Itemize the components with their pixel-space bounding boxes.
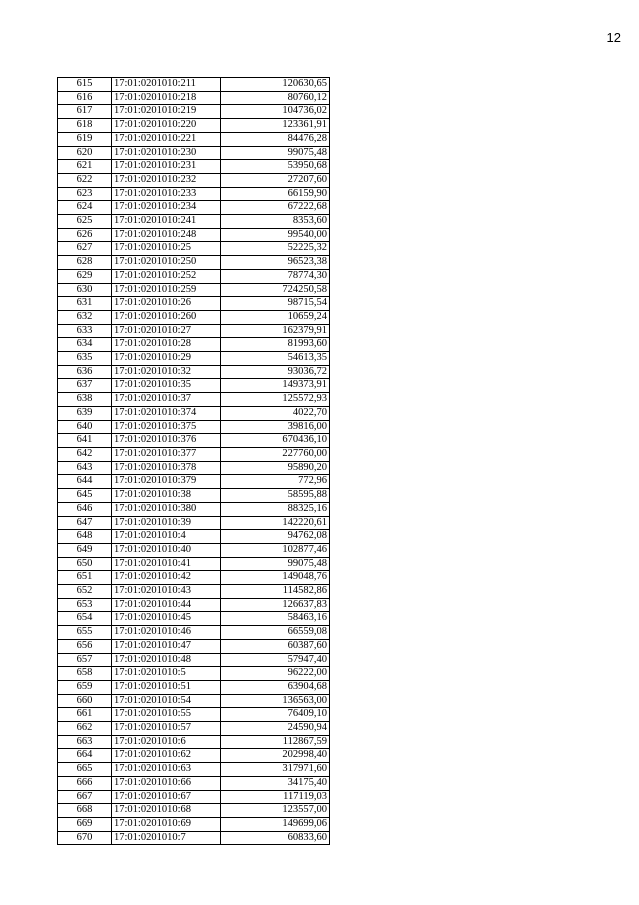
- value-cell: 60387,60: [221, 639, 330, 653]
- value-cell: 149699,06: [221, 817, 330, 831]
- row-number-cell: 633: [58, 324, 112, 338]
- row-number-cell: 660: [58, 694, 112, 708]
- row-number-cell: 640: [58, 420, 112, 434]
- cadastral-number-cell: 17:01:0201010:234: [112, 201, 221, 215]
- value-cell: 53950,68: [221, 160, 330, 174]
- table-row: [58, 173, 330, 187]
- row-number-cell: 661: [58, 708, 112, 722]
- cadastral-number-cell: 17:01:0201010:241: [112, 215, 221, 229]
- value-cell: 202998,40: [221, 749, 330, 763]
- row-number-cell: 638: [58, 393, 112, 407]
- table-row: [58, 379, 330, 393]
- table-row: [58, 160, 330, 174]
- row-number-cell: 651: [58, 571, 112, 585]
- cadastral-number-cell: 17:01:0201010:54: [112, 694, 221, 708]
- value-cell: 114582,86: [221, 585, 330, 599]
- table-row: [58, 420, 330, 434]
- cadastral-number-cell: 17:01:0201010:375: [112, 420, 221, 434]
- table-row: [58, 242, 330, 256]
- table-row: [58, 585, 330, 599]
- table-row: [58, 132, 330, 146]
- cadastral-number-cell: 17:01:0201010:260: [112, 310, 221, 324]
- row-number-cell: 621: [58, 160, 112, 174]
- cadastral-number-cell: 17:01:0201010:38: [112, 489, 221, 503]
- value-cell: 4022,70: [221, 406, 330, 420]
- value-cell: 98715,54: [221, 297, 330, 311]
- cadastral-number-cell: 17:01:0201010:221: [112, 132, 221, 146]
- cadastral-number-cell: 17:01:0201010:376: [112, 434, 221, 448]
- value-cell: 63904,68: [221, 680, 330, 694]
- cadastral-number-cell: 17:01:0201010:219: [112, 105, 221, 119]
- table-row: [58, 722, 330, 736]
- row-number-cell: 647: [58, 516, 112, 530]
- value-cell: 99540,00: [221, 228, 330, 242]
- table-row: [58, 283, 330, 297]
- table-row: [58, 749, 330, 763]
- row-number-cell: 645: [58, 489, 112, 503]
- row-number-cell: 649: [58, 543, 112, 557]
- value-cell: 66559,08: [221, 626, 330, 640]
- table-row: [58, 310, 330, 324]
- table-row: [58, 215, 330, 229]
- cadastral-number-cell: 17:01:0201010:377: [112, 447, 221, 461]
- cadastral-number-cell: 17:01:0201010:230: [112, 146, 221, 160]
- table-row: [58, 228, 330, 242]
- value-cell: 142220,61: [221, 516, 330, 530]
- row-number-cell: 658: [58, 667, 112, 681]
- row-number-cell: 659: [58, 680, 112, 694]
- table-row: [58, 612, 330, 626]
- table-row: [58, 530, 330, 544]
- value-cell: 57947,40: [221, 653, 330, 667]
- row-number-cell: 650: [58, 557, 112, 571]
- value-cell: 99075,48: [221, 146, 330, 160]
- table-row: [58, 667, 330, 681]
- value-cell: 120630,65: [221, 78, 330, 92]
- value-cell: 60833,60: [221, 831, 330, 845]
- value-cell: 117119,03: [221, 790, 330, 804]
- table-body: [58, 78, 330, 845]
- value-cell: 104736,02: [221, 105, 330, 119]
- value-cell: 227760,00: [221, 447, 330, 461]
- row-number-cell: 627: [58, 242, 112, 256]
- table-row: [58, 735, 330, 749]
- value-cell: 80760,12: [221, 91, 330, 105]
- row-number-cell: 668: [58, 804, 112, 818]
- cadastral-number-cell: 17:01:0201010:218: [112, 91, 221, 105]
- row-number-cell: 652: [58, 585, 112, 599]
- table-row: [58, 447, 330, 461]
- cadastral-number-cell: 17:01:0201010:233: [112, 187, 221, 201]
- table-row: [58, 817, 330, 831]
- row-number-cell: 667: [58, 790, 112, 804]
- value-cell: 27207,60: [221, 173, 330, 187]
- cadastral-number-cell: 17:01:0201010:63: [112, 763, 221, 777]
- row-number-cell: 663: [58, 735, 112, 749]
- value-cell: 317971,60: [221, 763, 330, 777]
- value-cell: 54613,35: [221, 352, 330, 366]
- cadastral-number-cell: 17:01:0201010:6: [112, 735, 221, 749]
- row-number-cell: 657: [58, 653, 112, 667]
- row-number-cell: 618: [58, 119, 112, 133]
- value-cell: 58463,16: [221, 612, 330, 626]
- cadastral-number-cell: 17:01:0201010:259: [112, 283, 221, 297]
- row-number-cell: 617: [58, 105, 112, 119]
- cadastral-number-cell: 17:01:0201010:27: [112, 324, 221, 338]
- row-number-cell: 631: [58, 297, 112, 311]
- table-row: [58, 119, 330, 133]
- cadastral-number-cell: 17:01:0201010:55: [112, 708, 221, 722]
- value-cell: 66159,90: [221, 187, 330, 201]
- row-number-cell: 642: [58, 447, 112, 461]
- value-cell: 99075,48: [221, 557, 330, 571]
- table-row: [58, 406, 330, 420]
- row-number-cell: 615: [58, 78, 112, 92]
- cadastral-number-cell: 17:01:0201010:378: [112, 461, 221, 475]
- cadastral-number-cell: 17:01:0201010:69: [112, 817, 221, 831]
- cadastral-number-cell: 17:01:0201010:250: [112, 256, 221, 270]
- row-number-cell: 654: [58, 612, 112, 626]
- table-row: [58, 434, 330, 448]
- table-row: [58, 201, 330, 215]
- row-number-cell: 656: [58, 639, 112, 653]
- row-number-cell: 626: [58, 228, 112, 242]
- table-row: [58, 571, 330, 585]
- row-number-cell: 625: [58, 215, 112, 229]
- row-number-cell: 634: [58, 338, 112, 352]
- table-row: [58, 365, 330, 379]
- value-cell: 149048,76: [221, 571, 330, 585]
- page-number: 12: [606, 30, 621, 45]
- cadastral-number-cell: 17:01:0201010:35: [112, 379, 221, 393]
- cadastral-number-cell: 17:01:0201010:46: [112, 626, 221, 640]
- row-number-cell: 643: [58, 461, 112, 475]
- value-cell: 93036,72: [221, 365, 330, 379]
- cadastral-number-cell: 17:01:0201010:44: [112, 598, 221, 612]
- cadastral-number-cell: 17:01:0201010:66: [112, 776, 221, 790]
- table-row: [58, 256, 330, 270]
- cadastral-number-cell: 17:01:0201010:41: [112, 557, 221, 571]
- value-cell: 670436,10: [221, 434, 330, 448]
- table-row: [58, 626, 330, 640]
- cadastral-number-cell: 17:01:0201010:68: [112, 804, 221, 818]
- cadastral-number-cell: 17:01:0201010:232: [112, 173, 221, 187]
- row-number-cell: 624: [58, 201, 112, 215]
- row-number-cell: 641: [58, 434, 112, 448]
- row-number-cell: 630: [58, 283, 112, 297]
- cadastral-number-cell: 17:01:0201010:37: [112, 393, 221, 407]
- value-cell: 724250,58: [221, 283, 330, 297]
- table-row: [58, 324, 330, 338]
- row-number-cell: 664: [58, 749, 112, 763]
- cadastral-number-cell: 17:01:0201010:4: [112, 530, 221, 544]
- cadastral-number-cell: 17:01:0201010:28: [112, 338, 221, 352]
- table-row: [58, 708, 330, 722]
- row-number-cell: 616: [58, 91, 112, 105]
- table-row: [58, 105, 330, 119]
- cadastral-number-cell: 17:01:0201010:62: [112, 749, 221, 763]
- value-cell: 96523,38: [221, 256, 330, 270]
- value-cell: 162379,91: [221, 324, 330, 338]
- value-cell: 39816,00: [221, 420, 330, 434]
- cadastral-number-cell: 17:01:0201010:42: [112, 571, 221, 585]
- row-number-cell: 622: [58, 173, 112, 187]
- value-cell: 96222,00: [221, 667, 330, 681]
- value-cell: 10659,24: [221, 310, 330, 324]
- row-number-cell: 635: [58, 352, 112, 366]
- row-number-cell: 669: [58, 817, 112, 831]
- value-cell: 94762,08: [221, 530, 330, 544]
- table-row: [58, 790, 330, 804]
- value-cell: 52225,32: [221, 242, 330, 256]
- table-row: [58, 502, 330, 516]
- row-number-cell: 644: [58, 475, 112, 489]
- cadastral-number-cell: 17:01:0201010:67: [112, 790, 221, 804]
- table-row: [58, 338, 330, 352]
- cadastral-number-cell: 17:01:0201010:380: [112, 502, 221, 516]
- table-row: [58, 489, 330, 503]
- cadastral-number-cell: 17:01:0201010:374: [112, 406, 221, 420]
- row-number-cell: 670: [58, 831, 112, 845]
- cadastral-number-cell: 17:01:0201010:231: [112, 160, 221, 174]
- cadastral-number-cell: 17:01:0201010:211: [112, 78, 221, 92]
- table-row: [58, 763, 330, 777]
- cadastral-number-cell: 17:01:0201010:7: [112, 831, 221, 845]
- cadastral-number-cell: 17:01:0201010:57: [112, 722, 221, 736]
- table-row: [58, 598, 330, 612]
- row-number-cell: 655: [58, 626, 112, 640]
- value-cell: 123557,00: [221, 804, 330, 818]
- row-number-cell: 639: [58, 406, 112, 420]
- table-row: [58, 543, 330, 557]
- table-row: [58, 393, 330, 407]
- value-cell: 34175,40: [221, 776, 330, 790]
- row-number-cell: 653: [58, 598, 112, 612]
- table-row: [58, 91, 330, 105]
- row-number-cell: 646: [58, 502, 112, 516]
- cadastral-number-cell: 17:01:0201010:45: [112, 612, 221, 626]
- cadastral-number-cell: 17:01:0201010:220: [112, 119, 221, 133]
- cadastral-value-table: [57, 77, 330, 845]
- table-row: [58, 653, 330, 667]
- table-row: [58, 557, 330, 571]
- table-row: [58, 78, 330, 92]
- cadastral-number-cell: 17:01:0201010:32: [112, 365, 221, 379]
- value-cell: 76409,10: [221, 708, 330, 722]
- value-cell: 772,96: [221, 475, 330, 489]
- table-row: [58, 639, 330, 653]
- table-row: [58, 146, 330, 160]
- value-cell: 149373,91: [221, 379, 330, 393]
- value-cell: 136563,00: [221, 694, 330, 708]
- table-row: [58, 297, 330, 311]
- row-number-cell: 619: [58, 132, 112, 146]
- cadastral-number-cell: 17:01:0201010:39: [112, 516, 221, 530]
- table-row: [58, 461, 330, 475]
- value-cell: 8353,60: [221, 215, 330, 229]
- cadastral-number-cell: 17:01:0201010:48: [112, 653, 221, 667]
- row-number-cell: 665: [58, 763, 112, 777]
- table-row: [58, 187, 330, 201]
- value-cell: 123361,91: [221, 119, 330, 133]
- value-cell: 88325,16: [221, 502, 330, 516]
- cadastral-number-cell: 17:01:0201010:40: [112, 543, 221, 557]
- value-cell: 67222,68: [221, 201, 330, 215]
- row-number-cell: 623: [58, 187, 112, 201]
- table-row: [58, 352, 330, 366]
- cadastral-number-cell: 17:01:0201010:26: [112, 297, 221, 311]
- table-row: [58, 475, 330, 489]
- row-number-cell: 648: [58, 530, 112, 544]
- row-number-cell: 629: [58, 269, 112, 283]
- value-cell: 84476,28: [221, 132, 330, 146]
- value-cell: 78774,30: [221, 269, 330, 283]
- row-number-cell: 620: [58, 146, 112, 160]
- row-number-cell: 662: [58, 722, 112, 736]
- value-cell: 95890,20: [221, 461, 330, 475]
- cadastral-number-cell: 17:01:0201010:29: [112, 352, 221, 366]
- row-number-cell: 632: [58, 310, 112, 324]
- row-number-cell: 636: [58, 365, 112, 379]
- cadastral-number-cell: 17:01:0201010:252: [112, 269, 221, 283]
- table-row: [58, 516, 330, 530]
- table-row: [58, 680, 330, 694]
- row-number-cell: 628: [58, 256, 112, 270]
- cadastral-number-cell: 17:01:0201010:43: [112, 585, 221, 599]
- cadastral-number-cell: 17:01:0201010:25: [112, 242, 221, 256]
- value-cell: 126637,83: [221, 598, 330, 612]
- row-number-cell: 637: [58, 379, 112, 393]
- cadastral-number-cell: 17:01:0201010:248: [112, 228, 221, 242]
- row-number-cell: 666: [58, 776, 112, 790]
- cadastral-number-cell: 17:01:0201010:47: [112, 639, 221, 653]
- table-row: [58, 831, 330, 845]
- cadastral-number-cell: 17:01:0201010:5: [112, 667, 221, 681]
- value-cell: 125572,93: [221, 393, 330, 407]
- value-cell: 102877,46: [221, 543, 330, 557]
- cadastral-number-cell: 17:01:0201010:379: [112, 475, 221, 489]
- value-cell: 24590,94: [221, 722, 330, 736]
- table-row: [58, 804, 330, 818]
- value-cell: 112867,59: [221, 735, 330, 749]
- table-row: [58, 269, 330, 283]
- table-row: [58, 776, 330, 790]
- value-cell: 81993,60: [221, 338, 330, 352]
- value-cell: 58595,88: [221, 489, 330, 503]
- table-row: [58, 694, 330, 708]
- cadastral-number-cell: 17:01:0201010:51: [112, 680, 221, 694]
